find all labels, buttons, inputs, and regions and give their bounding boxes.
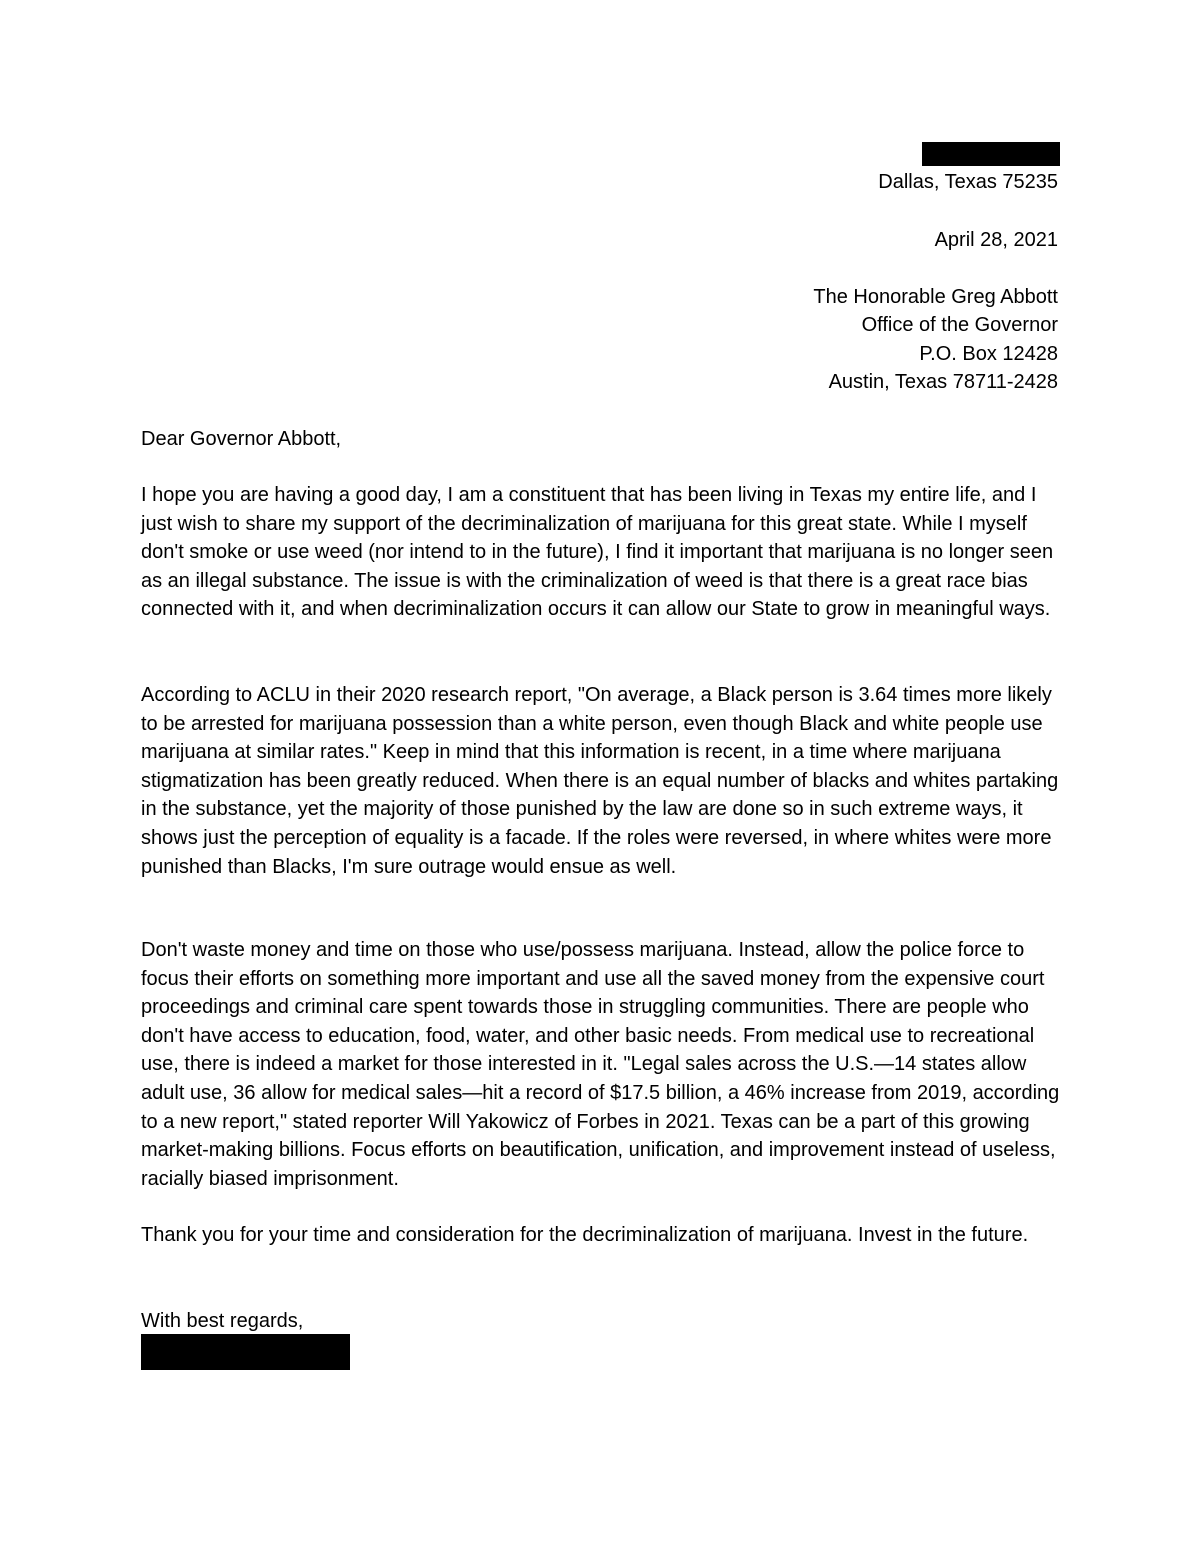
closing: With best regards,	[141, 1310, 304, 1332]
recipient-box: P.O. Box 12428	[919, 343, 1058, 365]
recipient-name: The Honorable Greg Abbott	[813, 286, 1058, 308]
paragraph-4: Thank you for your time and consideration for the decriminalization of marijuana. Invest in the future.	[141, 1224, 1029, 1246]
paragraph-2: According to ACLU in their 2020 research report, "On average, a Black person is 3.64 times more likely to be arrested for marijuana possession than a white person, even though Black and white people use marijuana at similar rates." Keep in mind that this information is recent, in a time where marijuana stigmatization has been greatly reduced. When there is an equal number of blacks and whites partaking in the substance, yet the majority of those punished by the law are done so in such extreme ways, it shows just the perception of equality is a facade. If the roles were reversed, in where whites were more punished than Blacks, I'm sure outrage would ensue as well.	[141, 684, 1059, 878]
salutation: Dear Governor Abbott,	[141, 428, 342, 450]
recipient-city: Austin, Texas 78711-2428	[828, 371, 1058, 393]
redacted-sender-name	[922, 142, 1060, 166]
paragraph-1: I hope you are having a good day, I am a constituent that has been living in Texas my entire life, and I just wish to share my support of the decriminalization of marijuana for this great state. While I myself don't smoke or use weed (nor intend to in the future), I find it important that marijuana is no longer seen as an illegal substance. The issue is with the criminalization of weed is that there is a great race bias connected with it, and when decriminalization occurs it can allow our State to grow in meaningful ways.	[141, 484, 1054, 621]
letter-date: April 28, 2021	[934, 229, 1058, 251]
paragraph-3: Don't waste money and time on those who use/possess marijuana. Instead, allow the police force to focus their efforts on something more important and use all the saved money from the expensive court proceedings and criminal care spent towards those in struggling communities. There are people who don't have access to education, food, water, and other basic needs. From medical use to recreational use, there is indeed a market for those interested in it. "Legal sales across the U.S.—14 states allow adult use, 36 allow for medical sales—hit a record of $17.5 billion, a 46% increase from 2019, according to a new report," stated reporter Will Yakowicz of Forbes in 2021. Texas can be a part of this growing market-making billions. Focus efforts on beautification, unification, and improvement instead of useless, racially biased imprisonment.	[141, 939, 1060, 1190]
redacted-signature	[141, 1334, 350, 1370]
recipient-office: Office of the Governor	[861, 314, 1058, 336]
sender-city-line: Dallas, Texas 75235	[878, 171, 1058, 193]
